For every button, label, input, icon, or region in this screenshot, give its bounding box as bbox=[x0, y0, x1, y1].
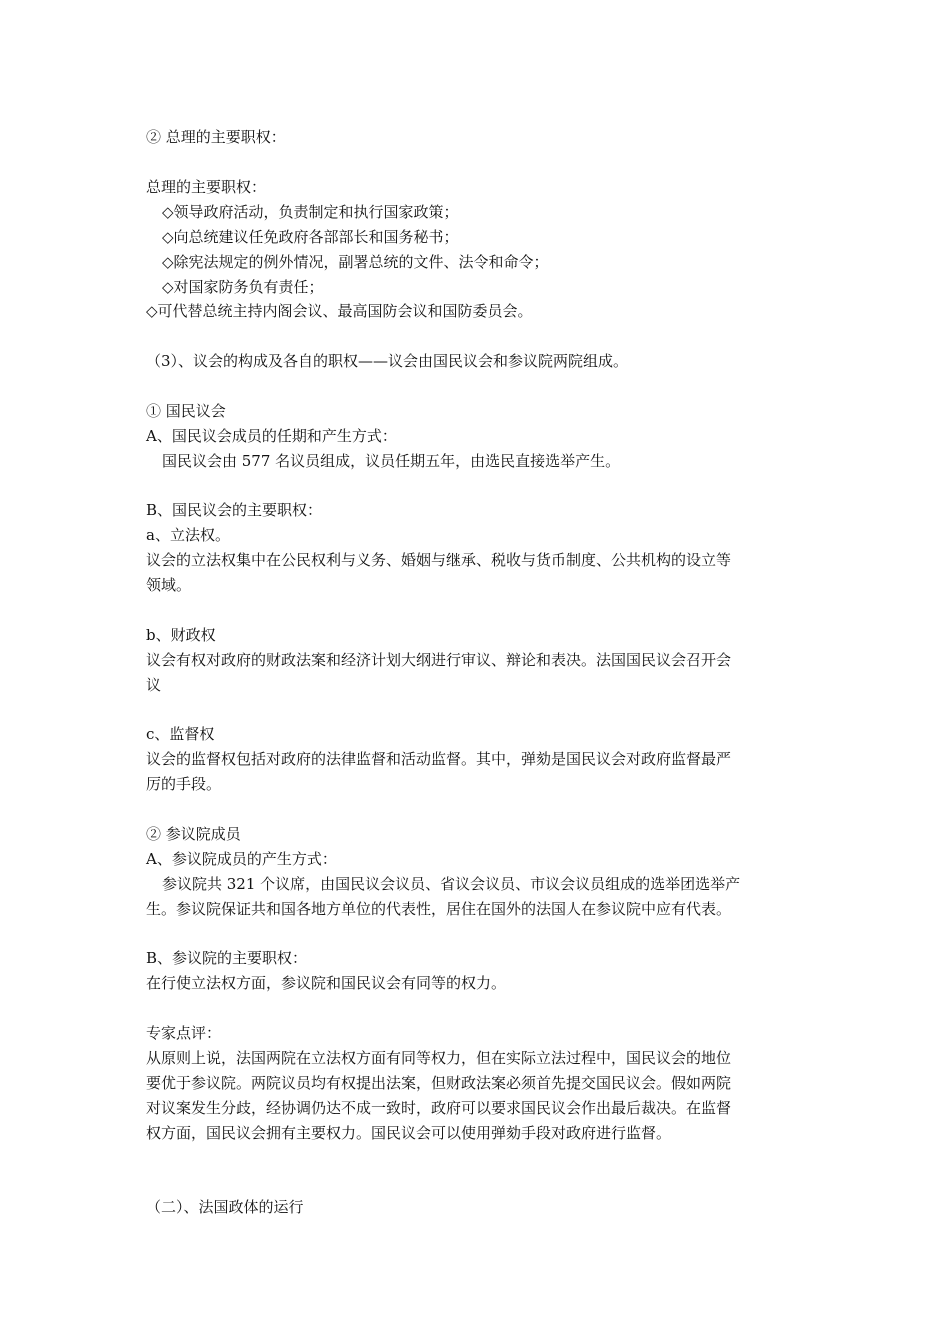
supervisory-power-heading: c、监督权 bbox=[146, 725, 215, 743]
expert-comment-heading: 专家点评： bbox=[146, 1024, 222, 1042]
paragraph-line: 议会的监督权包括对政府的法律监督和活动监督。其中，弹劾是国民议会对政府监督最严 bbox=[146, 750, 732, 768]
premier-power-item: ◇除宪法规定的例外情况，副署总统的文件、法令和命令； bbox=[162, 253, 549, 271]
senate-heading: ② 参议院成员 bbox=[146, 825, 241, 843]
parliament-section-heading: （3）、议会的构成及各自的职权——议会由国民议会和参议院两院组成。 bbox=[146, 352, 629, 370]
premier-powers-heading: ② 总理的主要职权： bbox=[146, 128, 286, 146]
paragraph-line: 参议院共 321 个议席，由国民议会议员、省议会议员、市议会议员组成的选举团选举产 bbox=[162, 875, 741, 893]
assembly-powers-heading: B、国民议会的主要职权： bbox=[146, 501, 323, 519]
premier-power-item: ◇对国家防务负有责任； bbox=[162, 278, 324, 296]
senate-formation-heading: A、参议院成员的产生方式： bbox=[146, 850, 337, 868]
section-heading-operation: （二）、法国政体的运行 bbox=[146, 1198, 304, 1216]
assembly-term-heading: A、国民议会成员的任期和产生方式： bbox=[146, 427, 397, 445]
paragraph-line: 权方面，国民议会拥有主要权力。国民议会可以使用弹劾手段对政府进行监督。 bbox=[146, 1124, 672, 1142]
paragraph-line: 议会有权对政府的财政法案和经济计划大纲进行审议、辩论和表决。法国国民议会召开会 bbox=[146, 651, 732, 669]
paragraph-line: 从原则上说，法国两院在立法权方面有同等权力，但在实际立法过程中，国民议会的地位 bbox=[146, 1049, 732, 1067]
paragraph-line: 厉的手段。 bbox=[146, 775, 222, 793]
financial-power-heading: b、财政权 bbox=[146, 626, 216, 644]
paragraph-line: 生。参议院保证共和国各地方单位的代表性，居住在国外的法国人在参议院中应有代表。 bbox=[146, 900, 732, 918]
legislative-power-heading: a、立法权。 bbox=[146, 526, 230, 544]
premier-power-item: ◇向总统建议任免政府各部部长和国务秘书； bbox=[162, 228, 459, 246]
premier-power-item: ◇领导政府活动，负责制定和执行国家政策； bbox=[162, 203, 459, 221]
paragraph-line: 要优于参议院。两院议员均有权提出法案，但财政法案必须首先提交国民议会。假如两院 bbox=[146, 1074, 732, 1092]
senate-powers-heading: B、参议院的主要职权： bbox=[146, 949, 308, 967]
paragraph-line: 领域。 bbox=[146, 576, 192, 594]
premier-power-item: ◇可代替总统主持内阁会议、最高国防会议和国防委员会。 bbox=[146, 302, 533, 320]
paragraph-line: 国民议会由 577 名议员组成，议员任期五年，由选民直接选举产生。 bbox=[162, 452, 621, 470]
national-assembly-heading: ① 国民议会 bbox=[146, 402, 226, 420]
paragraph-line: 议会的立法权集中在公民权利与义务、婚姻与继承、税收与货币制度、公共机构的设立等 bbox=[146, 551, 732, 569]
premier-powers-subheading: 总理的主要职权： bbox=[146, 178, 267, 196]
paragraph-line: 议 bbox=[146, 676, 162, 694]
paragraph-line: 在行使立法权方面，参议院和国民议会有同等的权力。 bbox=[146, 974, 507, 992]
paragraph-line: 对议案发生分歧，经协调仍达不成一致时，政府可以要求国民议会作出最后裁决。在监督 bbox=[146, 1099, 732, 1117]
